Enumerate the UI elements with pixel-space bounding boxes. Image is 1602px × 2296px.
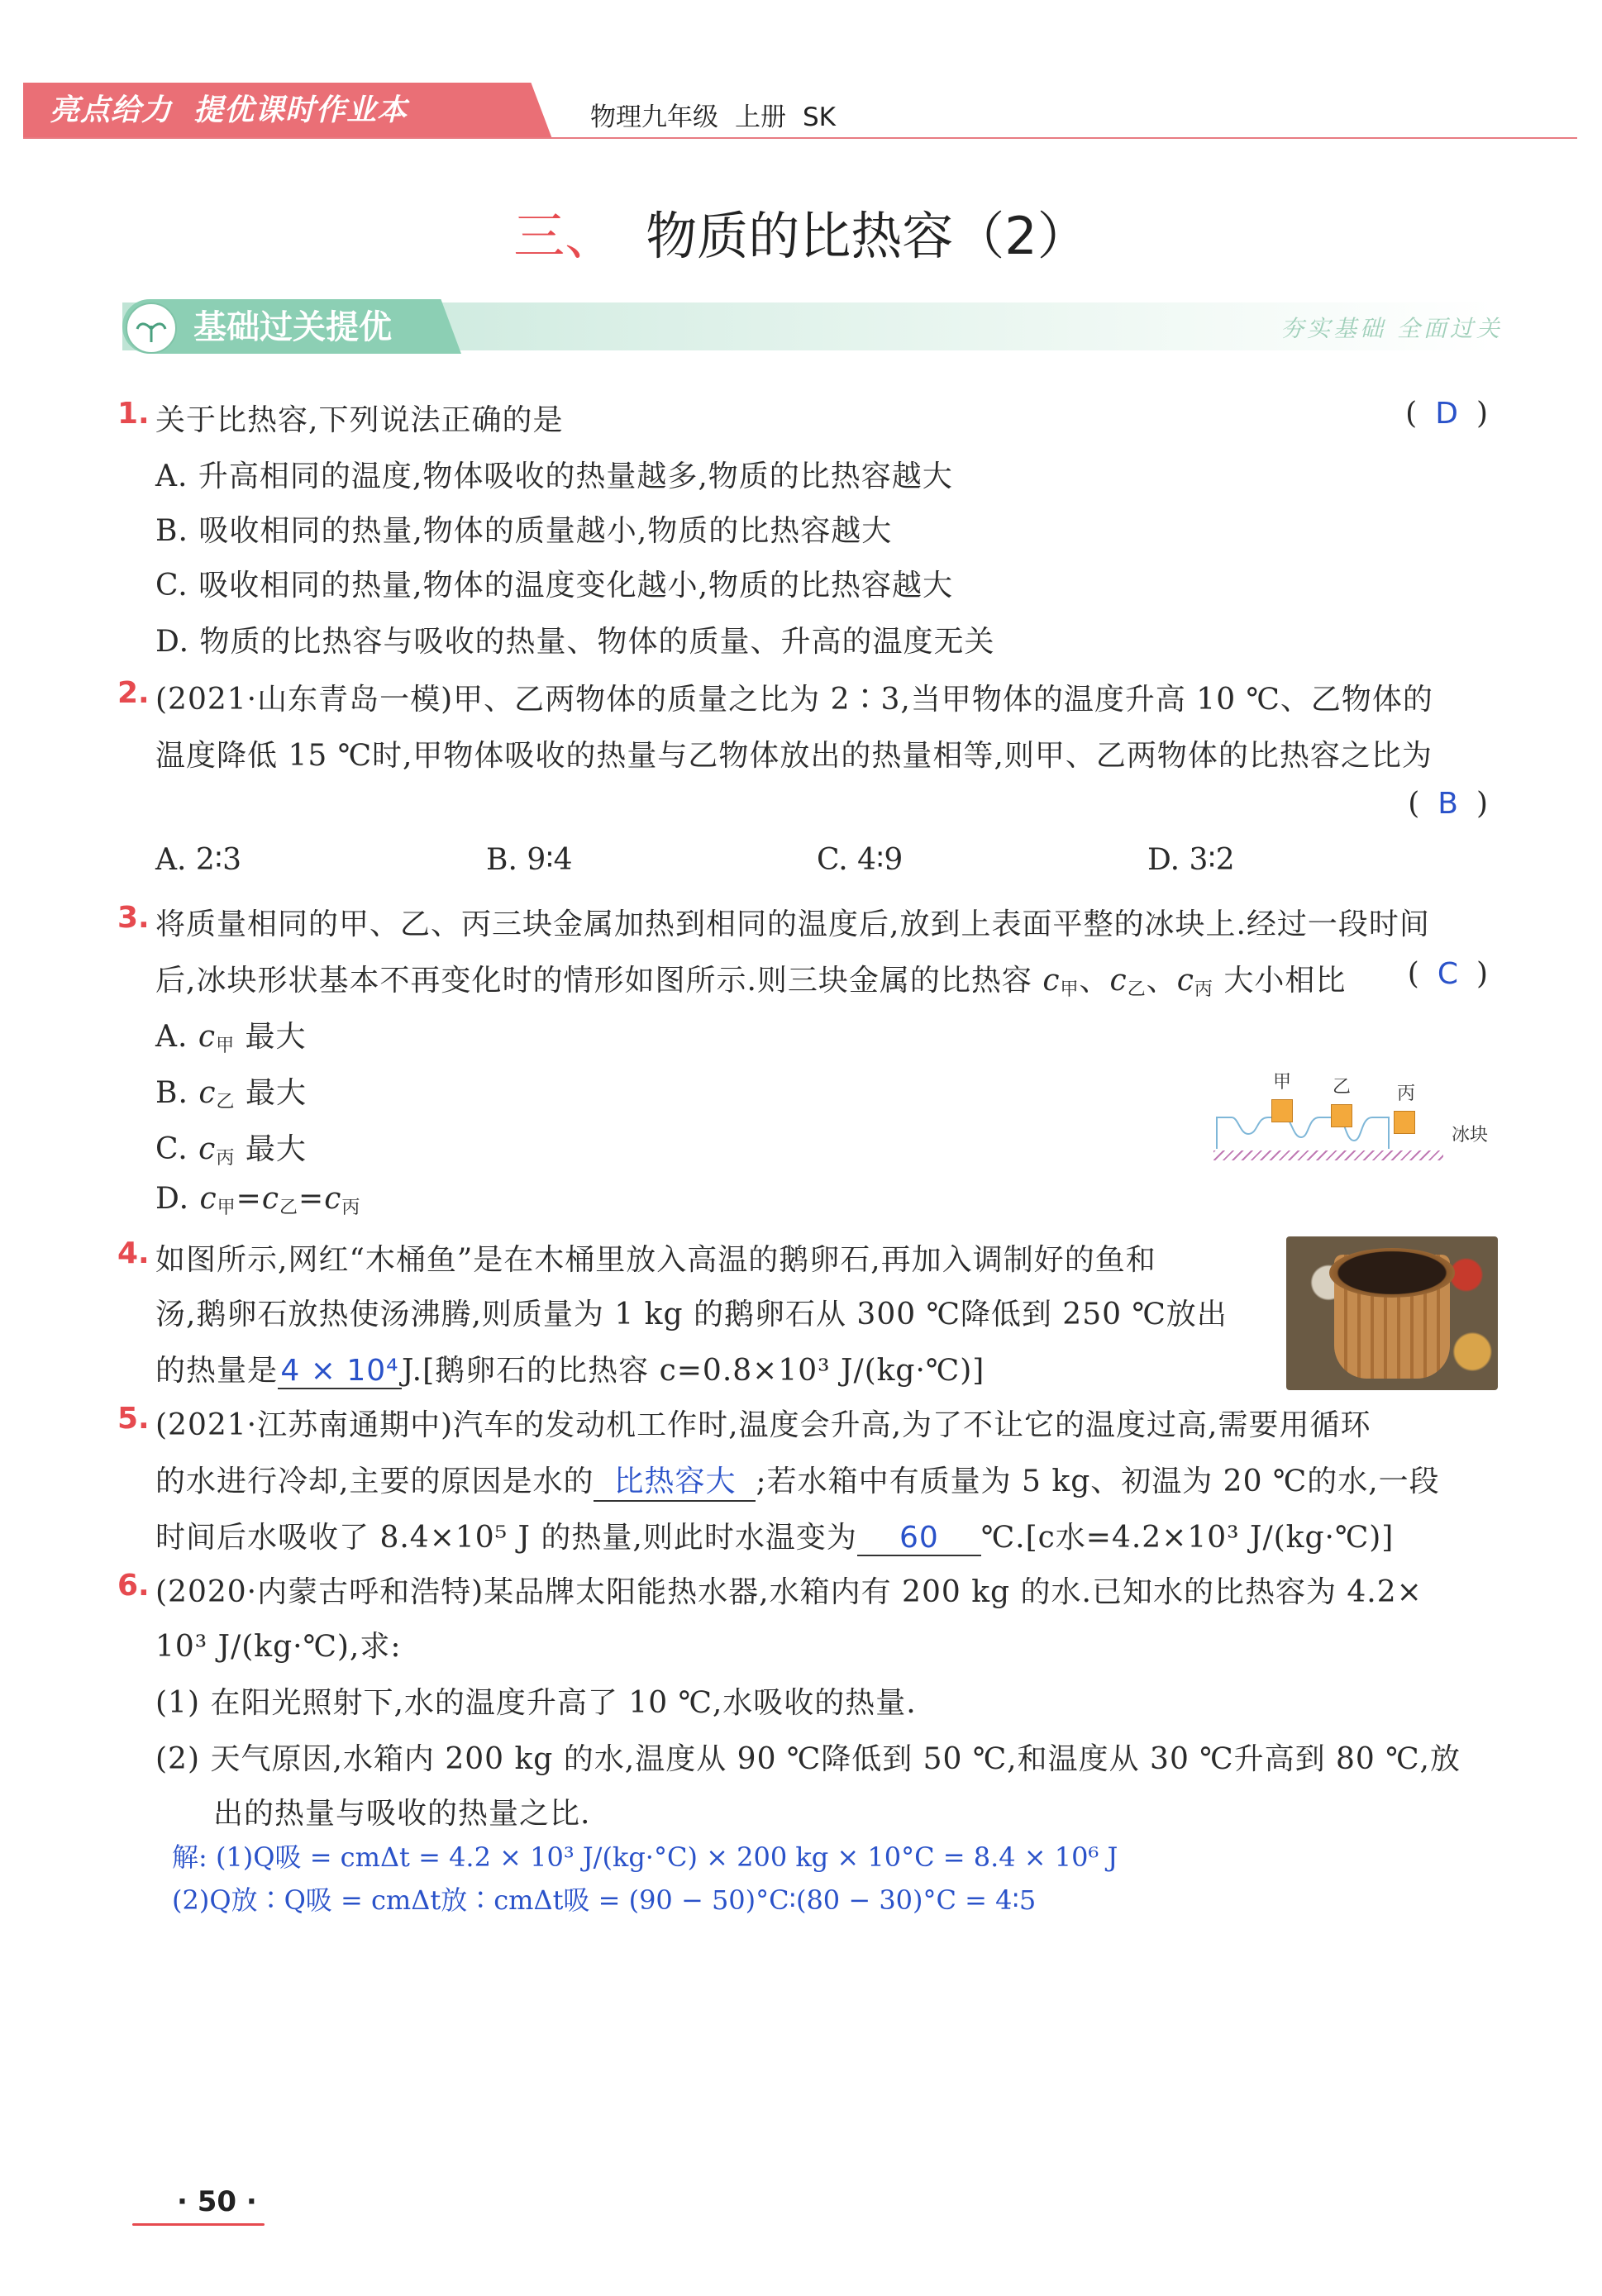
ice-hatch (1213, 1150, 1443, 1160)
page-number: · 50 · (177, 2185, 257, 2218)
q2-option-d: D. 3∶2 (1147, 843, 1235, 877)
subscript: 乙 (216, 1092, 236, 1112)
q6-line1: (2020·内蒙古呼和浩特)某品牌太阳能热水器,水箱内有 200 kg 的水.已知水的比热容为 4.2× (155, 1575, 1423, 1609)
q4-line3 (155, 1347, 985, 1389)
edition-text: SK (803, 102, 837, 132)
header-brand (50, 86, 429, 136)
q3-option-c (155, 1126, 307, 1169)
option-label: A. (155, 1020, 188, 1054)
q3-option-a (155, 1013, 307, 1057)
subscript: 乙 (1127, 979, 1147, 1000)
q5-line1: (2021·江苏南通期中)汽车的发动机工作时,温度会升高,为了不让它的温度过高,需要用循环 (155, 1408, 1371, 1442)
q1-answer: D (1435, 397, 1458, 431)
subscript: 乙 (279, 1198, 299, 1218)
question-number: 4. (117, 1236, 150, 1270)
section-motto: 夯实基础 全面过关 (1280, 315, 1503, 342)
header-subject (590, 96, 852, 133)
option-label: C. (155, 1132, 188, 1166)
q3-answer-paren: ( C ) (1407, 957, 1488, 991)
volume-text: 上册 (735, 102, 786, 132)
question-number: 3. (117, 901, 150, 935)
option-label: D. (155, 1182, 190, 1216)
subscript: 丙 (216, 1148, 236, 1169)
question-number: 2. (117, 676, 150, 710)
question-number: 6. (117, 1569, 150, 1603)
section-title: 基础过关提优 (193, 308, 392, 346)
option-text: 最大 (245, 1132, 307, 1166)
q4-line3-pre: 的热量是 (155, 1354, 279, 1388)
q4-line3-post: J.[鹅卵石的比热容 c=0.8×10³ J/(kg·℃)] (402, 1354, 985, 1388)
option-text: 最大 (245, 1020, 307, 1054)
header-divider (23, 137, 1577, 139)
symbol-c: c (1176, 964, 1194, 998)
q3-option-d: D. $c_甲=c_乙=c_丙$ (155, 1182, 361, 1218)
metal-block-jia (1271, 1099, 1293, 1122)
symbol-c: c (261, 1182, 280, 1216)
question-number: 5. (117, 1402, 150, 1436)
q2-line2: 温度降低 15 ℃时,甲物体吸收的热量与乙物体放出的热量相等,则甲、乙两物体的比热容之比为 (155, 739, 1433, 773)
wooden-bucket-fish-photo (1286, 1236, 1498, 1390)
label-ice: 冰块 (1452, 1125, 1489, 1146)
q5-line3 (155, 1514, 1394, 1556)
symbol-c: c (324, 1182, 342, 1216)
q6-line2: 10³ J/(kg·℃),求: (155, 1630, 402, 1664)
q2-option-a: A. 2∶3 (155, 843, 242, 877)
symbol-c: c (198, 1076, 217, 1110)
subscript: 丙 (1194, 979, 1213, 1000)
option-text: 最大 (246, 1076, 308, 1110)
page-number-underline (132, 2223, 265, 2226)
q6-solution-2: (2)Q放∶Q吸 = cmΔt放∶cmΔt吸 = (90 − 50)°C∶(80 − 30)°C = 4∶5 (172, 1884, 1037, 1916)
q6-solution-1: 解: (1)Q吸 = cmΔt = 4.2 × 10³ J/(kg·°C) × 200 kg × 10°C = 8.4 × 10⁶ J (172, 1841, 1118, 1873)
q2-answer: B (1438, 787, 1458, 821)
q6-part1: (1) 在阳光照射下,水的温度升高了 10 ℃,水吸收的热量. (155, 1686, 917, 1720)
symbol-c: c (198, 1132, 217, 1166)
label-yi: 乙 (1333, 1077, 1352, 1098)
q6-part2b: 出的热量与吸收的热量之比. (213, 1797, 591, 1831)
symbol-c: c (1109, 964, 1128, 998)
question-number: 1. (117, 397, 150, 431)
symbol-c: c (1042, 964, 1061, 998)
q2-option-c: C. 4∶9 (817, 843, 904, 877)
subject-text: 物理九年级 (590, 102, 718, 132)
sprout-icon (126, 302, 177, 354)
q1-stem: 关于比热容,下列说法正确的是 (155, 403, 564, 437)
q4-answer: 4 × 10⁴ (278, 1354, 402, 1389)
q6-part2a: (2) 天气原因,水箱内 200 kg 的水,温度从 90 ℃降低到 50 ℃,和温度从 30 ℃升高到 80 ℃,放 (155, 1742, 1461, 1776)
series-text: 提优课时作业本 (193, 93, 408, 127)
q3-line2: 后,冰块形状基本不再变化时的情形如图所示.则三块金属的比热容 $c_甲$、$c_乙$、$c_丙$ 大小相比 (155, 964, 1347, 1000)
q3-line2-end: 大小相比 (1223, 964, 1347, 998)
label-jia: 甲 (1273, 1072, 1292, 1093)
q3-line1: 将质量相同的甲、乙、丙三块金属加热到相同的温度后,放到上表面平整的冰块上.经过一段时间 (155, 907, 1430, 941)
q5-line3-pre: 时间后水吸收了 8.4×10⁵ J 的热量,则此时水温变为 (155, 1521, 857, 1555)
chapter-title (0, 195, 1602, 269)
metal-block-yi (1331, 1104, 1352, 1127)
q1-option-d: D. 物质的比热容与吸收的热量、物体的质量、升高的温度无关 (155, 625, 995, 659)
q2-option-b: B. 9∶4 (486, 843, 573, 877)
q4-line2: 汤,鹅卵石放热使汤沸腾,则质量为 1 kg 的鹅卵石从 300 ℃降低到 250 ℃放出 (155, 1298, 1228, 1331)
brand-text: 亮点给力 (50, 93, 173, 127)
metal-block-bing (1394, 1111, 1415, 1134)
label-bing: 丙 (1397, 1084, 1416, 1104)
q2-line1: (2021·山东青岛一模)甲、乙两物体的质量之比为 2∶3,当甲物体的温度升高 10 ℃、乙物体的 (155, 683, 1433, 717)
q3-answer: C (1437, 957, 1458, 991)
q1-option-c: C. 吸收相同的热量,物体的温度变化越小,物质的比热容越大 (155, 569, 954, 603)
q5-line2-post: ;若水箱中有质量为 5 kg、初温为 20 ℃的水,一段 (756, 1465, 1440, 1498)
chapter-number: 三、 (513, 206, 617, 266)
q1-option-a: A. 升高相同的温度,物体吸收的热量越多,物质的比热容越大 (155, 460, 953, 493)
q5-line3-post: ℃.[c水=4.2×10³ J/(kg·℃)] (980, 1521, 1395, 1555)
q4-line1: 如图所示,网红“木桶鱼”是在木桶里放入高温的鹅卵石,再加入调制好的鱼和 (155, 1243, 1156, 1277)
q5-answer-1: 比热容大 (594, 1458, 756, 1502)
q5-line2 (155, 1458, 1440, 1502)
option-label: B. (155, 1076, 188, 1110)
subscript: 甲 (217, 1198, 236, 1218)
q3-line2-text: 后,冰块形状基本不再变化时的情形如图所示.则三块金属的比热容 (155, 964, 1032, 998)
subscript: 甲 (1060, 979, 1080, 1000)
q1-answer-paren: ( D ) (1405, 397, 1488, 431)
symbol-c: c (199, 1182, 217, 1216)
q2-answer-paren: ( B ) (1408, 787, 1488, 821)
subscript: 甲 (216, 1036, 236, 1056)
subscript: 丙 (341, 1198, 361, 1218)
symbol-c: c (198, 1020, 217, 1054)
q1-option-b: B. 吸收相同的热量,物体的质量越小,物质的比热容越大 (155, 514, 893, 548)
q5-line2-pre: 的水进行冷却,主要的原因是水的 (155, 1465, 594, 1498)
bucket-top (1329, 1248, 1455, 1298)
q3-option-b (155, 1069, 307, 1113)
q5-answer-2: 60 (857, 1521, 981, 1556)
chapter-name: 物质的比热容（2） (646, 206, 1089, 266)
